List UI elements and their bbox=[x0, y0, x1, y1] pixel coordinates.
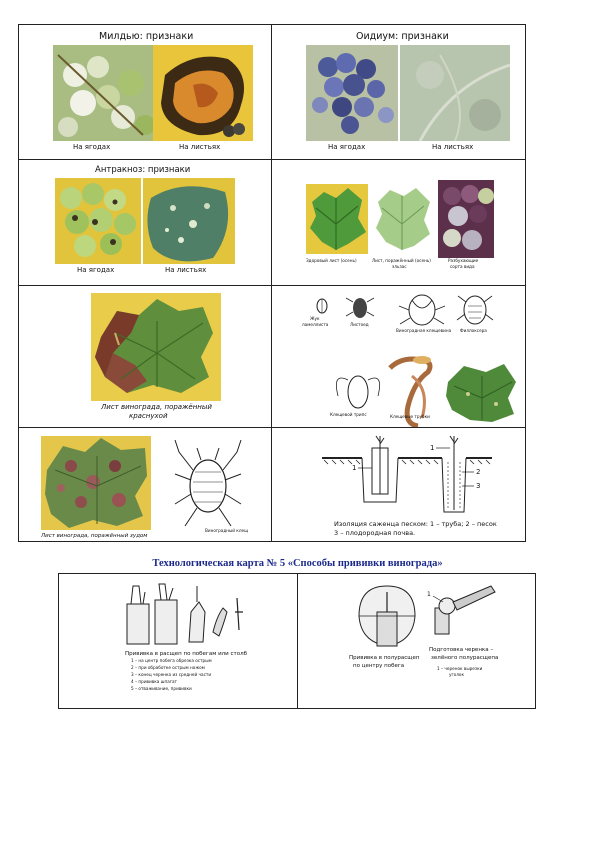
swelling-caption-2: сорта вида bbox=[450, 264, 475, 269]
mildew-leaves-caption: На листьях bbox=[179, 143, 221, 151]
affected-leaf-caption: Лист, поражённый (осень) bbox=[372, 258, 431, 263]
oidium-leaf-photo bbox=[400, 45, 510, 141]
pest-label-3: Виноградная клещевина bbox=[396, 328, 452, 333]
grape-mite-drawing bbox=[171, 434, 245, 534]
isolation-num-2: 2 bbox=[476, 468, 481, 476]
red-leaf-photo bbox=[91, 293, 221, 401]
rubella-cell bbox=[19, 428, 271, 542]
affected-leaf-caption-2: эльзас bbox=[392, 264, 407, 269]
anthracnose-leaf-photo bbox=[143, 178, 235, 264]
red-leaf-cell bbox=[19, 286, 271, 427]
anthracnose-berries-photo bbox=[55, 178, 141, 264]
oidium-header: Оидиум: признаки bbox=[356, 31, 449, 42]
tech-card-title: Технологическая карта № 5 «Способы прививки винограда» bbox=[152, 558, 443, 569]
healthy-leaf-caption: Здоровый лист (осень) bbox=[306, 258, 357, 263]
pest-label-2: Листоед bbox=[350, 322, 369, 327]
anthracnose-leaves-caption: На листьях bbox=[165, 266, 207, 274]
isolation-cell bbox=[272, 428, 527, 542]
mildew-header: Милдью: признаки bbox=[99, 31, 194, 42]
oidium-berries-caption: На ягодах bbox=[328, 143, 366, 151]
swelling-grapes-photo bbox=[438, 180, 494, 258]
left-caption: Прививка в расщеп по побегам или столб bbox=[125, 651, 247, 657]
cutting-preparation-drawing bbox=[431, 584, 501, 638]
isolation-caption-1: Изоляция саженца песком: 1 – труба; 2 – песок bbox=[334, 520, 497, 528]
red-leaf-caption-1: Лист винограда, поражённый bbox=[101, 403, 212, 411]
left-step-4: 4 – прививка шпагат bbox=[131, 679, 177, 684]
mildew-berries-caption: На ягодах bbox=[73, 143, 111, 151]
affected-leaf-photo bbox=[372, 184, 434, 254]
isolation-num-1b: 1 bbox=[430, 444, 435, 452]
pest-label-4: Филлоксера bbox=[460, 328, 487, 333]
right-caption-4: уголок bbox=[449, 672, 465, 677]
swelling-caption: Разбухающие bbox=[448, 258, 479, 263]
left-step-2: 2 – при обработке острым ножом bbox=[131, 665, 205, 670]
isolation-num-1: 1 bbox=[352, 464, 357, 472]
pest-label-1: Жук bbox=[310, 316, 320, 321]
disease-grid bbox=[18, 24, 526, 542]
card-divider bbox=[297, 574, 298, 708]
healthy-leaf-photo bbox=[306, 184, 368, 254]
rubella-leaf-photo bbox=[41, 436, 151, 530]
isolation-caption-2: 3 – плодородная почва. bbox=[334, 529, 416, 537]
grape-mite-caption: Виноградный клещ bbox=[205, 528, 249, 533]
right-num: 1 bbox=[427, 591, 431, 598]
isolation-num-3: 3 bbox=[476, 482, 481, 490]
pest-label-1b: ламеллиста bbox=[302, 322, 329, 327]
mildew-berries-photo bbox=[53, 45, 153, 141]
pests-illustration bbox=[272, 286, 527, 427]
middle-caption-1: Прививка в полурасщеп bbox=[349, 655, 420, 661]
left-step-5: 5 – отваживание, прививки bbox=[131, 686, 192, 691]
right-caption-2: зелёного полурасщепа bbox=[431, 655, 499, 661]
mildew-cell bbox=[19, 25, 271, 159]
leaf-comparison-cell bbox=[272, 160, 527, 285]
oidium-cell bbox=[272, 25, 527, 159]
middle-caption-2: по центру побега bbox=[353, 663, 405, 669]
right-caption-3: 1 – черенок вырезки bbox=[437, 666, 483, 671]
rubella-caption: Лист винограда, поражённый зудом bbox=[41, 533, 148, 539]
oidium-leaves-caption: На листьях bbox=[432, 143, 474, 151]
pest-label-5: Клещевой трипс bbox=[330, 412, 367, 417]
right-caption-1: Подготовка черенка – bbox=[429, 647, 494, 653]
red-leaf-caption-2: краснухой bbox=[129, 412, 168, 420]
left-step-3: 3 – конец черенка из средней части bbox=[131, 672, 212, 677]
pests-cell bbox=[272, 286, 527, 427]
anthracnose-berries-caption: На ягодах bbox=[77, 266, 115, 274]
cleft-grafting-drawing bbox=[119, 582, 259, 648]
oidium-berries-photo bbox=[306, 45, 398, 141]
left-step-1: 1 – на центр побега обрезка острым bbox=[131, 658, 212, 663]
anthracnose-cell bbox=[19, 160, 271, 285]
anthracnose-header: Антракноз: признаки bbox=[95, 165, 191, 175]
half-cleft-drawing bbox=[351, 582, 421, 650]
grafting-card bbox=[58, 573, 536, 709]
mildew-leaf-photo bbox=[153, 45, 253, 141]
pest-label-6: Клещевые трубки bbox=[390, 414, 430, 419]
